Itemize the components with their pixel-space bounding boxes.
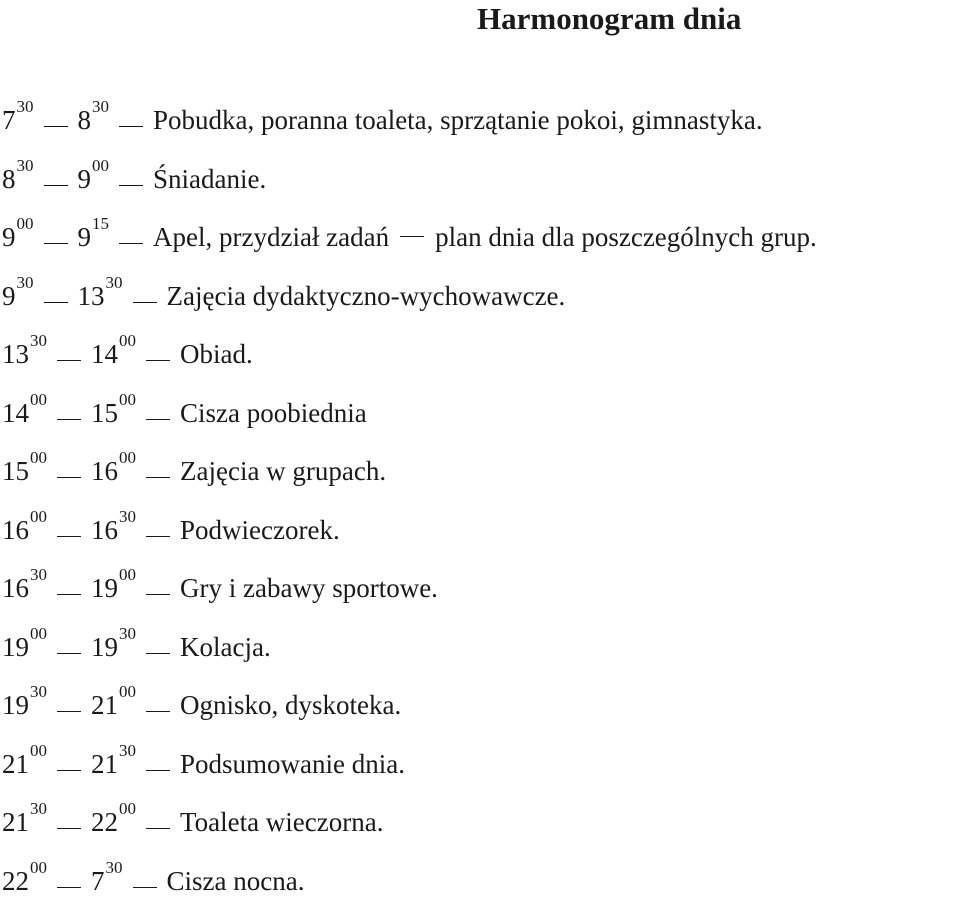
start-time [2, 389, 47, 429]
start-time-hour: 16 [2, 514, 29, 545]
end-time [91, 389, 136, 429]
activity-text: Zajęcia w grupach. [180, 456, 387, 486]
end-time [91, 331, 136, 370]
end-time-hour: 15 [91, 397, 118, 428]
dash-separator [146, 360, 170, 361]
start-time-hour: 14 [2, 397, 29, 428]
activity-text: Cisza poobiednia [180, 397, 367, 428]
dash-separator [44, 185, 68, 186]
schedule-row [2, 847, 304, 897]
start-time-hour: 19 [2, 690, 29, 720]
end-time [91, 682, 136, 721]
dash-separator [57, 536, 81, 537]
start-time [2, 155, 34, 195]
schedule-row [2, 262, 565, 312]
activity-description [180, 631, 271, 663]
start-time-hour: 21 [2, 807, 29, 837]
schedule-row [2, 437, 386, 487]
activity-text: Zajęcia dydaktyczno-wychowawcze. [166, 280, 566, 311]
end-time-minutes: 30 [105, 272, 123, 292]
end-time-minutes: 30 [92, 97, 109, 116]
dash-separator [57, 828, 81, 829]
schedule-row [2, 203, 817, 253]
dash-separator [146, 419, 170, 420]
schedule-row [2, 145, 266, 195]
start-time-minutes: 30 [16, 97, 34, 116]
end-time-minutes: 00 [119, 799, 136, 818]
start-time [2, 272, 34, 312]
dash-separator [57, 360, 81, 361]
dash-separator [146, 594, 170, 595]
activity-description [167, 865, 305, 897]
schedule-row [2, 613, 271, 663]
activity-description [180, 397, 367, 429]
dash-separator [44, 243, 68, 244]
start-time-minutes: 00 [16, 214, 34, 233]
dash-separator [119, 243, 143, 244]
start-time-hour: 9 [2, 222, 16, 252]
end-time-minutes: 30 [119, 623, 136, 643]
dash-separator [146, 828, 170, 829]
schedule-row [2, 86, 763, 136]
end-time-minutes: 30 [119, 506, 136, 526]
end-time [91, 565, 136, 604]
end-time-hour: 16 [91, 456, 118, 486]
start-time-minutes: 00 [30, 448, 47, 467]
schedule-row [2, 788, 384, 838]
activity-text: Toaleta wieczorna. [180, 807, 384, 837]
activity-text: Ognisko, dyskoteka. [180, 690, 402, 720]
end-time-hour: 14 [91, 339, 118, 369]
start-time-minutes: 00 [30, 623, 47, 643]
start-time [2, 799, 47, 838]
activity-text: Śniadanie. [153, 163, 267, 194]
activity-text: Cisza nocna. [166, 865, 305, 896]
dash-separator [119, 126, 143, 127]
activity-text: Podsumowanie dnia. [180, 748, 405, 779]
end-time-hour: 22 [91, 807, 118, 837]
activity-description [180, 806, 384, 838]
start-time-hour: 22 [2, 865, 29, 896]
start-time-hour: 8 [2, 163, 16, 194]
page-title: Harmonogram dnia [477, 1, 742, 36]
dash-separator [57, 477, 81, 478]
end-time-hour: 8 [77, 105, 91, 135]
start-time-hour: 19 [2, 631, 29, 662]
activity-text: Pobudka, poranna toaleta, sprzątanie pokoi, gimnastyka. [153, 105, 763, 135]
start-time-hour: 21 [2, 748, 29, 779]
start-time [2, 565, 47, 604]
end-time [77, 155, 110, 195]
schedule-row [2, 496, 340, 546]
end-time [91, 799, 136, 838]
activity-description [167, 280, 566, 312]
start-time [2, 506, 47, 546]
end-time-minutes: 00 [119, 682, 136, 701]
end-time-minutes: 00 [119, 565, 136, 584]
dash-separator [133, 887, 157, 888]
end-time-minutes: 30 [119, 740, 136, 760]
end-time [77, 214, 110, 253]
schedule-row [2, 320, 253, 370]
start-time [2, 97, 34, 136]
start-time [2, 857, 47, 897]
end-time [77, 272, 123, 312]
end-time-minutes: 00 [119, 389, 136, 409]
dash-separator [57, 653, 81, 654]
dash-separator [119, 185, 143, 186]
schedule-row [2, 671, 401, 721]
end-time-minutes: 15 [92, 214, 109, 233]
end-time [91, 857, 123, 897]
start-time-hour: 16 [2, 573, 29, 603]
dash-separator [400, 236, 424, 237]
start-time [2, 682, 47, 721]
schedule-row [2, 379, 367, 429]
start-time-minutes: 30 [30, 799, 47, 818]
activity-description [153, 163, 266, 195]
start-time [2, 448, 47, 487]
end-time-hour: 19 [91, 631, 118, 662]
start-time-minutes: 00 [30, 506, 47, 526]
start-time-minutes: 30 [30, 682, 47, 701]
start-time-minutes: 30 [30, 331, 47, 350]
dash-separator [146, 770, 170, 771]
activity-description [180, 572, 438, 604]
end-time [91, 448, 136, 487]
dash-separator [146, 477, 170, 478]
dash-separator [57, 594, 81, 595]
end-time-hour: 16 [91, 514, 118, 545]
start-time [2, 331, 47, 370]
end-time-minutes: 00 [119, 331, 136, 350]
dash-separator [57, 887, 81, 888]
activity-description [153, 104, 763, 136]
start-time-hour: 15 [2, 456, 29, 486]
activity-text: Kolacja. [180, 631, 271, 662]
start-time-minutes: 00 [30, 740, 47, 760]
end-time-hour: 9 [77, 222, 91, 252]
activity-description [180, 338, 253, 370]
end-time-hour: 9 [77, 163, 91, 194]
activity-description [180, 514, 340, 546]
start-time [2, 740, 47, 780]
activity-text: plan dnia dla poszczególnych grup. [435, 222, 817, 252]
start-time [2, 623, 47, 663]
activity-text: Gry i zabawy sportowe. [180, 573, 438, 603]
dash-separator [133, 302, 157, 303]
dash-separator [57, 711, 81, 712]
end-time [91, 740, 136, 780]
schedule-row [2, 554, 438, 604]
start-time-hour: 7 [2, 105, 16, 135]
dash-separator [146, 536, 170, 537]
end-time [91, 623, 136, 663]
end-time-hour: 13 [77, 280, 105, 311]
end-time-hour: 19 [91, 573, 118, 603]
activity-description [180, 748, 405, 780]
end-time-hour: 21 [91, 748, 118, 779]
start-time-hour: 9 [2, 280, 16, 311]
dash-separator [44, 302, 68, 303]
end-time [77, 97, 110, 136]
start-time-minutes: 30 [16, 155, 34, 175]
start-time-minutes: 00 [30, 857, 47, 877]
start-time-minutes: 00 [30, 389, 47, 409]
start-time-hour: 13 [2, 339, 29, 369]
start-time-minutes: 30 [30, 565, 47, 584]
dash-separator [57, 770, 81, 771]
activity-text: Apel, przydział zadań [153, 222, 390, 252]
schedule-row [2, 730, 405, 780]
dash-separator [146, 711, 170, 712]
end-time-minutes: 30 [105, 857, 123, 877]
activity-description [180, 689, 401, 721]
activity-text: Obiad. [180, 339, 253, 369]
activity-text: Podwieczorek. [180, 514, 340, 545]
start-time [2, 214, 34, 253]
dash-separator [57, 419, 81, 420]
end-time-minutes: 00 [92, 155, 109, 175]
dash-separator [146, 653, 170, 654]
dash-separator [44, 126, 68, 127]
activity-description [180, 455, 386, 487]
end-time-minutes: 00 [119, 448, 136, 467]
start-time-minutes: 30 [16, 272, 34, 292]
activity-description [153, 221, 817, 253]
end-time-hour: 21 [91, 690, 118, 720]
end-time-hour: 7 [91, 865, 105, 896]
end-time [91, 506, 136, 546]
